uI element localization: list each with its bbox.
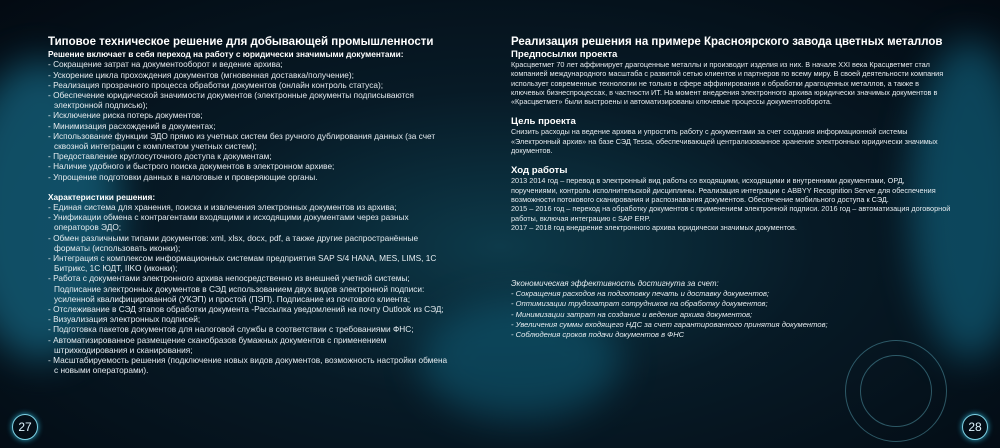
list-item: - Сокращения расходов на подготовку печать и доставку документов; xyxy=(511,289,770,299)
list-item: штрихкодирования и сканирования; xyxy=(54,344,193,355)
characteristics-title: Характеристики решения: xyxy=(48,191,156,202)
right-column xyxy=(511,36,951,340)
list-item: форматы (использовать иконки); xyxy=(54,242,181,253)
left-column xyxy=(48,36,493,375)
prehistory-text: Красцветмет 70 лет аффинирует драгоценные металлы и производит изделия из них. В начале XXI века Красцветмет стал компанией международного масштаба с развитой сетью клиентов и партнеров по всему миру. В своей деятельности компания использует современные технологии не только в сфере аффинирования и обработки драгоценных металлов, а также в ключевых бизнеспроцессах, в частности ИТ. На момент внедрения электронного архива юридически значимых документов в «Красцветмет» были выстроены и автоматизированы ключевые процессы документооборота. xyxy=(511,60,944,107)
list-item: Подписание электронных документов в СЭД использованием двух видов электронной подписи: xyxy=(54,283,425,294)
decor-ring-2 xyxy=(845,340,947,442)
list-item: - Автоматизированное размещение сканобразов бумажных документов с применением xyxy=(48,334,387,345)
right-title: Реализация решения на примере Красноярского завода цветных металлов xyxy=(511,36,943,48)
list-item: - Масштабируемость решения (подключение новых видов документов, возможность настройки обмена xyxy=(48,355,448,366)
list-item: - Отслеживание в СЭД этапов обработки документа -Рассылка уведомлений на почту Outlook из СЭД; xyxy=(48,304,444,315)
list-item: - Реализация прозрачного процесса обработки документов (онлайн контроль статуса); xyxy=(48,79,384,90)
list-item: - Использование функции ЭДО прямо из учетных систем без ручного дублирования данных (за счет xyxy=(48,130,436,141)
list-item: - Соблюдения сроков подачи документов в ФНС xyxy=(511,329,685,339)
prehistory-title: Предпосылки проекта xyxy=(511,49,618,60)
left-lead: Решение включает в себя переход на работу с юридически значимыми документами: xyxy=(48,49,404,59)
list-item: - Минимизация расхождений в документах; xyxy=(48,120,216,131)
course-text-3: 2017 – 2018 год внедрение электронного архива юридически значимых документов. xyxy=(511,222,797,232)
list-item: - Сокращение затрат на документооборот и ведение архива; xyxy=(48,59,283,70)
list-item: операторов ЭДО; xyxy=(54,222,122,233)
list-item: - Обмен различными типами документов: xml, xlsx, docx, pdf, а также другие распространённые xyxy=(48,232,419,243)
list-item: сквозной интеграции с комплектом учетных систем); xyxy=(54,140,257,151)
list-item: электронной подписью); xyxy=(54,100,148,111)
list-item: - Увеличения суммы входящего НДС за счет гарантированного принятия документов; xyxy=(511,319,828,329)
list-item: с новыми операторами). xyxy=(54,365,149,376)
list-item: - Предоставление круглосуточного доступа к документам; xyxy=(48,151,272,162)
course-text-2: 2015 – 2016 год – переход на обработку документов с применением электронной подписи. 2016 год – автоматизация договорной работы, включая интеграцию с SAP ERP. xyxy=(511,204,951,223)
list-item: - Унификации обмена с контрагентами входящими и исходящими документами через разных xyxy=(48,212,409,223)
list-item: - Ускорение цикла прохождения документов (мгновенная доставка/получение); xyxy=(48,69,354,80)
list-item: - Наличие удобного и быстрого поиска документов в электронном архиве; xyxy=(48,161,335,172)
list-item: - Визуализация электронных подписей; xyxy=(48,314,201,325)
course-text: 2013 2014 год – перевод в электронный вид работы со входящими, исходящими и внутренними документами, ОРД, поручениями, контроль исполнительской дисциплины. Реализация интеграции с ABBYY Recognition Server для обеспечения возможности потокового сканирования и распознавания документов. Обеспечение мобильного доступа к СЭД. xyxy=(511,176,936,204)
list-item: - Обеспечение юридической значимости документов (электронные документы подписываются xyxy=(48,89,414,100)
benefits-list xyxy=(48,59,493,181)
course-title: Ход работы xyxy=(511,165,568,177)
efficiency-list xyxy=(511,289,951,340)
characteristics-list xyxy=(48,202,493,375)
left-title: Типовое техническое решение для добывающей промышленности xyxy=(48,36,434,48)
list-item: - Упрощение подготовки данных в налоговые и проверяющие органы. xyxy=(48,171,318,182)
list-item: Битрикс, 1С ЮДТ, IIKO (иконки); xyxy=(54,263,178,274)
list-item: усиленной квалифицированной (УКЭП) и простой (ПЭП). Подписание из почтового клиента; xyxy=(54,293,411,304)
list-item: - Исключение риска потерь документов; xyxy=(48,110,203,121)
list-item: - Минимизации затрат на создание и ведение архива документов; xyxy=(511,309,753,319)
page-number-left: 27 xyxy=(12,414,38,440)
list-item: - Подготовка пакетов документов для налоговой службы в соответствии с требованиями ФНС; xyxy=(48,324,414,335)
list-item: - Интеграция с комплексом информационных системам предприятия SAP S/4 HANA, MES, LIMS, 1С xyxy=(48,253,437,264)
goal-text: Снизить расходы на ведение архива и упростить работу с документами за счет создания информационной системы «Электронный архив» на базе СЭД Tessa, обеспечивающей централизованное хранение электронных юридически значимых документов. xyxy=(511,127,938,156)
goal-title: Цель проекта xyxy=(511,116,576,128)
page-number-right: 28 xyxy=(962,414,988,440)
efficiency-title: Экономическая эффективность достигнута за счет: xyxy=(511,279,719,289)
list-item: - Единая система для хранения, поиска и извлечения электронных документов из архива; xyxy=(48,202,397,213)
list-item: - Оптимизации трудозатрат сотрудников на обработку документов; xyxy=(511,299,768,309)
list-item: - Работа с документами электронного архива непосредственно из внешней учетной системы; xyxy=(48,273,410,284)
